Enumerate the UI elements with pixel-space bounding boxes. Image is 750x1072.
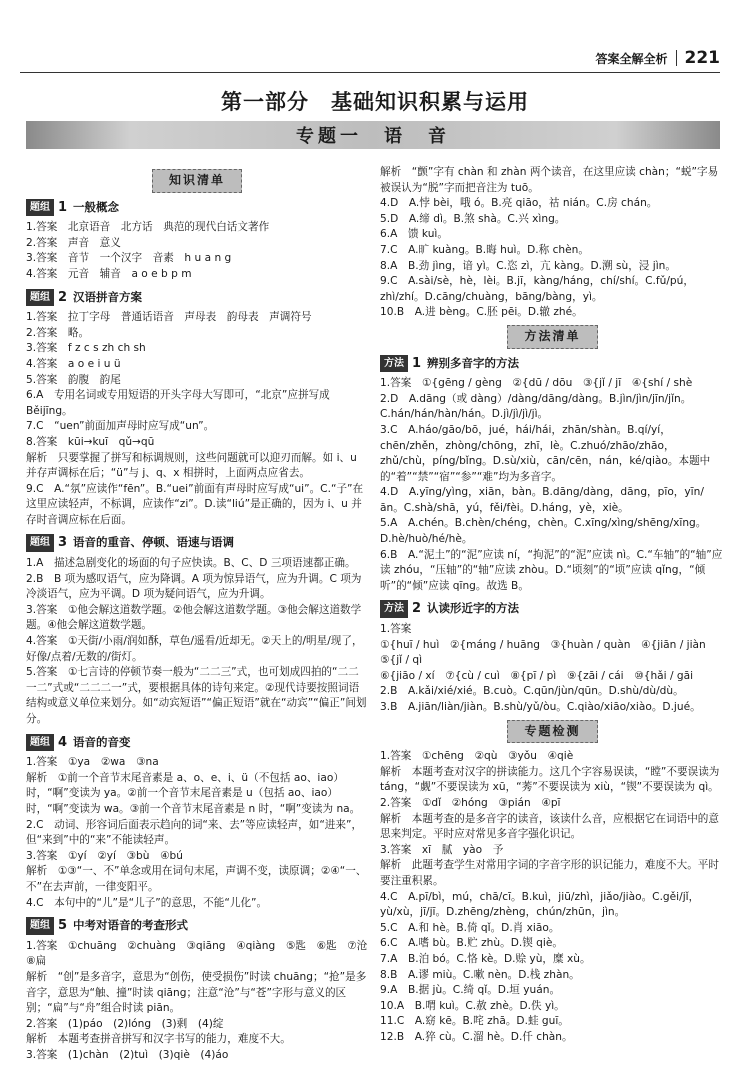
question-group-tag: 题组 [26,917,54,935]
answer-line: 2.D A.dāng（或 dàng）/dàng/dāng/dàng。B.jìn/jìn/jīn/jǐn。C.hán/hán/hàn/hán。D.jì/jì/jì/jì。 [380,392,692,421]
answer-line: 解析 “创”是多音字，意思为“创伤，使受损伤”时读 chuāng；“抢”是多音字，意思为“触、撞”时读 qiāng；注意“沧”与“苍”字形与意义的区别；“扁”与“舟”组合时读 piān。 [26,970,367,1015]
answer-line: 1.答案 拉丁字母 普通话语音 声母表 韵母表 声调符号 [26,311,312,324]
answer-line: 3.答案 f z c s zh ch sh [26,342,146,355]
knowledge-list-badge-wrap [26,169,368,193]
answer-line: 1.答案 ①ya ②wa ③na [26,756,159,769]
right-column [380,165,725,1045]
answer-line: 9.C A.sài/sè，hè，lèi。B.jī，kàng/háng，chí/shí。C.fǔ/pú，zhì/zhí。D.cāng/chuàng，bāng/bàng，yì。 [380,275,694,303]
answer-line: 7.C “uen”前面加声母时应写成“un”。 [26,420,215,433]
answer-line: 2.B B 项为感叹语气，应为降调。A 项为惊异语气，应为升调。C 项为冷淡语气，应为平调。D 项为疑问语气，应为升调。 [26,572,362,601]
answer-line: 6.A 馈 kuì。 [380,228,448,241]
method-list-badge-wrap [380,325,725,349]
running-header [595,48,720,68]
left-column [26,165,378,1063]
question-group-tag: 题组 [26,199,54,217]
answer-line: 6.A 专用名词或专用短语的开头字母大写即可，“北京”应拼写成 Běijīng。 [26,389,334,417]
page-number: 221 [684,48,720,68]
answer-line: 3.答案 ①yí ②yí ③bù ④bú [26,849,183,862]
topic-banner [26,121,720,149]
question-group-number: 4 [58,734,68,750]
answer-line: 1.答案 ①chuāng ②chuàng ③qiāng ④qiàng ⑤匙 ⑥匙 ⑦沧 ⑧扁 [26,939,378,968]
method-group-number: 2 [412,601,422,617]
method-group-heading [380,600,725,618]
method-group-heading [380,355,725,373]
question-group-number: 1 [58,199,68,215]
question-group-heading [26,199,368,217]
answer-line: 1.答案 ①chēng ②qù ③yǒu ④qiè [380,750,574,763]
question-group-number: 2 [58,289,68,305]
header-divider [676,50,677,66]
header-label: 答案全解全析 [595,51,668,66]
answer-line: 5.C A.和 hè。B.倚 qǐ。D.肖 xiāo。 [380,921,560,934]
header-rule [20,72,720,73]
answer-line: 9.A B.据 jù。C.绮 qǐ。D.垣 yuán。 [380,984,561,997]
answer-line: 3.C A.háo/gāo/bō，jué，hái/hái，zhān/shàn。B.qí/yí，chēn/zhěn，zhòng/chōng，zhī，lè。C.zhuó/zhāo/zhāo，zhǔ/chù，píng/bǐng。D.sù/xiù，cān/cēn，nán，ké/qiào。本题中的“着”“禁”“宿”“参”“难”均为多音字。 [380,423,711,483]
topic-title: 专题一 语 音 [296,126,450,147]
answer-line: 4.C A.pī/bì，mú，chā/cī。B.kuì，jiū/zhì，jiǎo/jiào。C.gěi/jǐ，yù/xù，jī/jī。D.zhēng/zhèng，chún/zhūn，jìn。 [380,890,700,919]
method-group-title: 辨别多音字的方法 [427,355,520,370]
answer-line: 2.答案 (1)páo (2)lóng (3)剩 (4)绽 [26,1017,224,1030]
answer-line: ①{huī / huì ②{máng / huāng ③{huàn / quàn ④{jiān / jiàn ⑤{jǐ / qì [380,638,717,667]
answer-line: 9.C A.“氛”应读作“fēn”。B.“uei”前面有声母时应写成“ui”。C.“子”在这里应读轻声，不标调，应读作“zi”。D.读“liú”是正确的，因为 i、u 并存时音调应标在后面。 [26,482,364,526]
answer-line: 4.C 本句中的“儿”是“儿子”的意思，不能“儿化”。 [26,896,268,909]
question-group-heading [26,734,368,752]
question-group-heading [26,289,368,307]
answer-line: 解析 本题考查对汉字的拼读能力。这几个字容易误读，“瞠”不要误读为 táng，“觑”不要误读为 xū，“莠”不要误读为 xiù，“锲”不要误读为 qì。 [380,765,723,794]
knowledge-list-badge: 知识清单 [152,169,242,193]
answer-line: 5.答案 韵腹 韵尾 [26,373,121,386]
question-group-number: 5 [58,918,68,934]
answer-line: 2.C 动词、形容词后面表示趋向的词“来、去”等应读轻声，如“进来”，但“来到”中的“来”不能读轻声。 [26,818,363,847]
question-group-heading [26,917,368,935]
answer-line: 2.B A.kǎi/xié/xié。B.cuò。C.qūn/jùn/qūn。D.shù/dù/dù。 [380,685,684,698]
answer-line: 8.A B.劲 jìng，谙 yì。C.恣 zì，亢 kàng。D.溯 sù，浸 jìn。 [380,259,676,272]
answer-line: 1.答案 [380,623,412,636]
question-group-tag: 题组 [26,534,54,552]
method-list-badge: 方法清单 [507,325,597,349]
answer-line: 4.答案 ①天街/小雨/润如酥，草色/遥看/近却无。②天上的/明星/现了，好像/点着/无数的/街灯。 [26,635,363,663]
method-group-tag: 方法 [380,355,408,373]
method-group-tag: 方法 [380,600,408,618]
answer-line: 8.答案 kūi→kuī qǔ→qū [26,435,155,448]
answer-line: 解析 “颤”字有 chàn 和 zhàn 两个读音，在这里应读 chàn；“蜕”字易被误认为“脱”字而把音注为 tuō。 [380,166,719,194]
answer-line: 2.答案 ①dǐ ②hóng ③pián ④pī [380,796,561,809]
answer-line: 7.A B.泊 bó。C.恪 kè。D.赊 yù，糜 xù。 [380,952,591,965]
question-group-title: 一般概念 [73,199,120,214]
answer-line: 12.B A.猝 cù。C.溜 hè。D.仟 chàn。 [380,1030,573,1043]
answer-line: 4.答案 a o e i u ü [26,357,121,370]
answer-line: 解析 ①前一个音节末尾音素是 a、o、e、i、ü（不包括 ao、iao）时，“啊”变读为 ya。②前一个音节末尾音素是 u（包括 ao、iao）时，“啊”变读为 wa。③前一个音节末尾音素是 n 时，“啊”变读为 na。 [26,771,361,815]
question-group-heading [26,534,368,552]
question-group-tag: 题组 [26,734,54,752]
answer-line: 1.A 描述急剧变化的场面的句子应快读。B、C、D 三项语速都正确。 [26,557,356,570]
part-title: 第一部分 基础知识积累与运用 [221,90,529,114]
answer-line: 解析 ①③“一、不”单念或用在词句末尾，声调不变，读原调；②④“一、不”在去声前，一律变阳平。 [26,865,367,893]
method-group-title: 认读形近字的方法 [427,601,520,616]
answer-line: 解析 本题考查的是多音字的读音，该读什么音，应根据它在词语中的意思来判定。平时应对常见多音字强化识记。 [380,812,719,841]
answer-line: 8.B A.谬 miù。C.嗽 nèn。D.栈 zhàn。 [380,968,580,981]
answer-line: 3.答案 (1)chàn (2)tuì (3)qiè (4)áo [26,1048,229,1061]
answer-line: 5.A A.chén。B.chèn/chéng，chèn。C.xīng/xìng/shēng/xīng。D.hè/huò/hé/hè。 [380,517,707,546]
question-group-title: 语音的重音、停顿、语速与语调 [73,535,235,550]
answer-line: 10.B A.进 bèng。C.胚 pēi。D.辙 zhé。 [380,306,583,319]
answer-line: 解析 此题考查学生对常用字词的字音字形的识记能力，难度不大。平时要注重积累。 [380,859,719,887]
question-group-tag: 题组 [26,289,54,307]
answer-line: 1.答案 北京语音 北方话 典范的现代白话文著作 [26,221,270,234]
answer-line: ⑥{jiāo / xí ⑦{cù / cuì ⑧{pī / pì ⑨{zāi / cái ⑩{hǎi / gāi [380,669,694,682]
answer-line: 6.B A.“泥土”的“泥”应读 ní，“拘泥”的“泥”应读 nì。C.“车轴”的“轴”应读 zhóu，“压轴”的“轴”应读 zhòu。D.“顷刻”的“顷”应读 qǐng，“倾听”的“倾”应读 qīng。故选 B。 [380,548,723,592]
method-group-number: 1 [412,355,422,371]
answer-line: 4.D A.悖 bèi，哦 ó。B.亮 qiāo，祜 nián。C.房 chán。 [380,197,658,210]
answer-line: 5.D A.缔 dì。B.煞 shà。C.兴 xìng。 [380,212,566,225]
answer-line: 2.答案 略。 [26,326,90,339]
topic-test-badge-wrap [380,720,725,744]
topic-test-badge: 专题检测 [507,720,597,744]
answer-line: 4.答案 元音 辅音 a o e b p m [26,267,192,280]
question-group-title: 语音的音变 [73,734,131,749]
question-group-title: 中考对语音的考查形式 [73,918,189,933]
answer-line: 1.答案 ①{gēng / gèng ②{dū / dōu ③{jǐ / jī ④{shí / shè [380,377,693,390]
question-group-title: 汉语拼音方案 [73,289,143,304]
answer-line: 2.答案 声音 意义 [26,236,121,249]
answer-line: 3.B A.jiān/liàn/jiàn。B.shù/yǔ/òu。C.qiào/xiāo/xiào。D.jué。 [380,701,701,713]
answer-line: 解析 只要掌握了拼写和标调规则，这些问题就可以迎刃而解。如 i、u 并存声调标在后；“ü”与 j、q、x 相拼时，上面两点应省去。 [26,451,361,480]
answer-line: 3.答案 音节 一个汉字 音素 h u a n g [26,252,232,265]
answer-line: 7.C A.旷 kuàng。B.晦 huì。D.称 chèn。 [380,243,589,256]
answer-line: 5.答案 ①七言诗的停顿节奏一般为“二二三”式，也可划成四拍的“二二一二”式或“二二二一”式，要根据具体的诗句来定。②现代诗要按照词语结构或意义单位来划分。如“动宾短语”“偏正短语”就在“动宾”“偏正”间划分。 [26,666,367,725]
answer-line: 4.D A.yīng/yìng，xiān，bàn。B.dāng/dàng，dāng，pīo，yīn/ān。C.shà/shā，yú，fěi/fèi。D.háng，yè，xiè。 [380,486,704,514]
answer-line: 6.C A.嗜 bù。B.贮 zhù。D.锲 qiè。 [380,937,563,950]
question-group-number: 3 [58,535,68,551]
answer-line: 11.C A.窈 kē。B.咤 zhā。D.蛙 guī。 [380,1015,569,1028]
answer-line: 解析 本题考查拼音拼写和汉字书写的能力，难度不大。 [26,1033,291,1046]
answer-line: 3.答案 xī 腻 yào 予 [380,843,504,856]
answer-line: 3.答案 ①他会解这道数学题。②他会解这道数学题。③他会解这道数学题。④他会解这道数学题。 [26,603,362,632]
answer-line: 10.A B.喟 kuì。C.赦 zhè。D.佚 yì。 [380,999,565,1012]
